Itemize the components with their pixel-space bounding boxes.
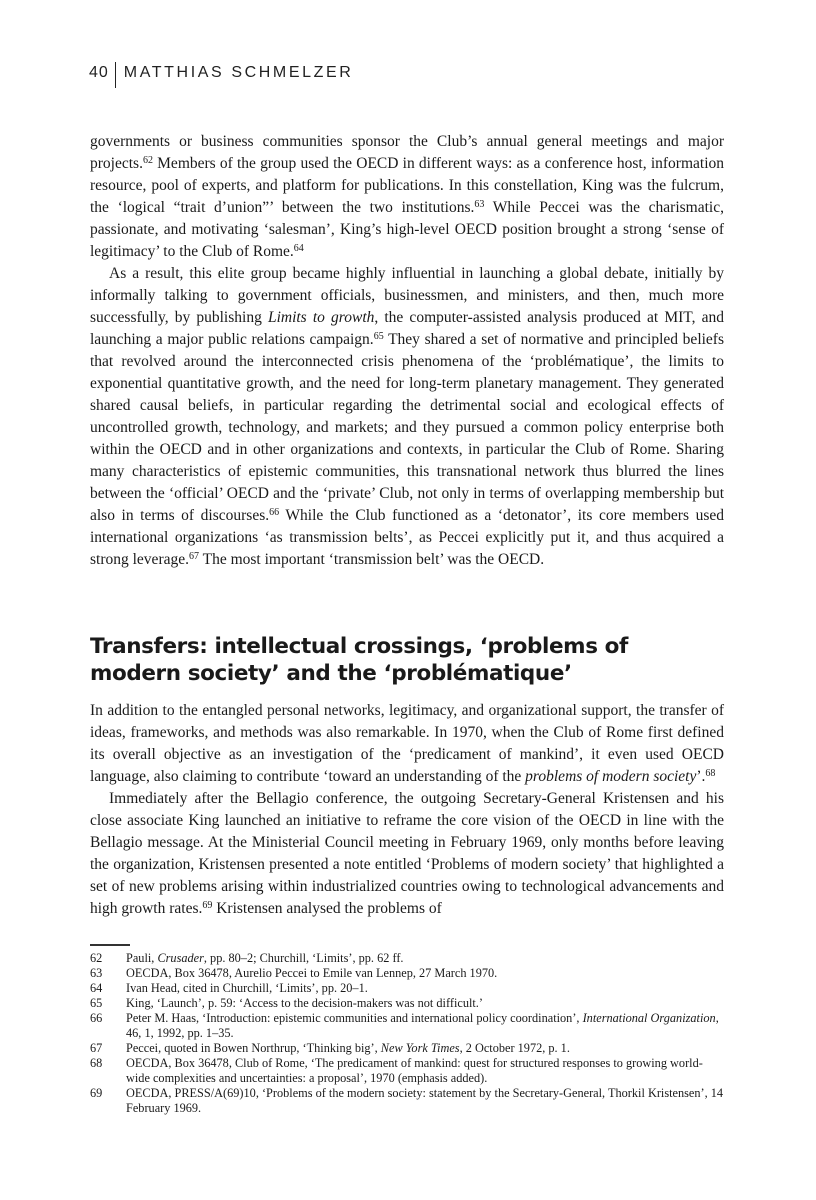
text-run: OECDA, Box 36478, Club of Rome, ‘The predicament of mankind: quest for structured responses to growing world-wide complexities and uncertainties: a proposal’, 1970 (emphasis added). [126, 1056, 703, 1085]
italic-text: New York Times [380, 1041, 460, 1055]
footnote-text [126, 966, 724, 981]
text-run: While the Club functioned as a ‘detonator’, its core members used international organizations ‘as transmission belts’, as Peccei explicitly put it, and thus acquired a strong leverage. [90, 507, 724, 568]
paragraph [90, 263, 724, 571]
text-run: Kristensen analysed the problems of [212, 900, 442, 917]
footnote-text [126, 981, 724, 996]
footnote-number: 64 [90, 981, 103, 995]
text-run: , pp. 80–2; Churchill, ‘Limits’, pp. 62 ff. [203, 951, 404, 965]
text-run: Peter M. Haas, ‘Introduction: epistemic communities and international policy coordination’, [126, 1011, 583, 1025]
footnote-number: 66 [90, 1011, 103, 1025]
italic-text: Crusader [157, 951, 204, 965]
text-run: While Peccei was the charismatic, passionate, and motivating ‘salesman’, King’s high-level OECD position brought a strong ‘sense of legitimacy’ to the Club of Rome. [90, 199, 724, 260]
footnote-number: 63 [90, 966, 103, 980]
footnote [90, 1056, 724, 1086]
footnote [90, 951, 724, 966]
paragraph [90, 131, 724, 263]
header-divider [115, 62, 116, 88]
text-run: Immediately after the Bellagio conference, the outgoing Secretary-General Kristensen and his close associate King launched an initiative to reframe the core vision of the OECD in line with the Bellagio message. At the Ministerial Council meeting in February 1969, only months before leaving the organization, Kristensen presented a note entitled ‘Problems of modern society’ that highlighted a set of new problems arising within industrialized countries owing to technological advancements and high growth rates. [90, 790, 724, 917]
italic-text: problems of modern society [525, 768, 697, 785]
paragraph [90, 700, 724, 788]
text-run: The most important ‘transmission belt’ was the OECD. [199, 551, 545, 568]
footnote-ref: 69 [202, 900, 213, 911]
page-number: 40 [89, 64, 109, 81]
intro-text [90, 131, 724, 571]
text-run: Ivan Head, cited in Churchill, ‘Limits’, pp. 20–1. [126, 981, 368, 995]
footnote-text [126, 1041, 724, 1056]
footnote-number: 65 [90, 996, 103, 1010]
footnote-ref: 63 [474, 199, 485, 210]
text-run: , the computer-assisted analysis produced at MIT, and launching a major public relations campaign. [90, 309, 724, 348]
footnote [90, 1011, 724, 1041]
footnote-number: 67 [90, 1041, 103, 1055]
footnote-text [126, 1056, 724, 1086]
footnote-text [126, 951, 724, 966]
footnote-ref: 62 [142, 155, 153, 166]
footnote-text [126, 1086, 724, 1116]
text-run: OECDA, Box 36478, Aurelio Peccei to Emile van Lennep, 27 March 1970. [126, 966, 498, 980]
running-head [89, 60, 353, 86]
text-run: , 46, 1, 1992, pp. 1–35. [126, 1011, 719, 1040]
footnote [90, 1086, 724, 1116]
author-name: MATTHIAS SCHMELZER [123, 64, 354, 81]
text-run: Pauli, [126, 951, 158, 965]
footnote-ref: 68 [705, 768, 716, 779]
footnote [90, 1041, 724, 1056]
footnote-text [126, 1011, 724, 1041]
footnote-rule [90, 944, 130, 946]
footnote-text [126, 996, 724, 1011]
text-run: Peccei, quoted in Bowen Northrup, ‘Thinking big’, [126, 1041, 381, 1055]
text-run: They shared a set of normative and principled beliefs that revolved around the interconnected crisis phenomena of the ‘problématique’, the limits to exponential quantitative growth, and the need for long-term planetary management. They generated shared causal beliefs, in particular regarding the detrimental social and ecological effects of uncontrolled growth, technology, and markets; and they pursued a common policy enterprise both within the OECD and in other organizations and contexts, in particular the Club of Rome. Sharing many characteristics of epistemic communities, this transnational network thus blurred the lines between the ‘official’ OECD and the ‘private’ Club, not only in terms of overlapping membership but also in terms of discourses. [90, 331, 724, 524]
text-run: OECDA, PRESS/A(69)10, ‘Problems of the modern society: statement by the Secretary-General, Thorkil Kristensen’, 14 February 1969. [126, 1086, 724, 1115]
footnotes [90, 951, 724, 1116]
footnote-number: 62 [90, 951, 103, 965]
footnote-number: 69 [90, 1086, 103, 1100]
paragraph [90, 788, 724, 920]
footnote [90, 996, 724, 1011]
italic-text: International Organization [582, 1011, 716, 1025]
footnote-ref: 66 [269, 507, 280, 518]
text-run: , 2 October 1972, p. 1. [459, 1041, 570, 1055]
section-heading: Transfers: intellectual crossings, ‘problems of modern society’ and the ‘problématique’ [90, 634, 628, 686]
footnote-ref: 65 [373, 331, 384, 342]
section-text [90, 700, 724, 920]
text-run: In addition to the entangled personal networks, legitimacy, and organizational support, the transfer of ideas, frameworks, and methods was also remarkable. In 1970, when the Club of Rome first defined its overall objective as an investigation of the ‘predicament of mankind’, it even used OECD language, also claiming to contribute ‘toward an understanding of the [90, 702, 724, 785]
footnote [90, 981, 724, 996]
footnote-ref: 64 [293, 243, 304, 254]
italic-text: Limits to growth [267, 309, 375, 326]
text-run: governments or business communities sponsor the Club’s annual general meetings and major projects. [90, 133, 724, 172]
text-run: As a result, this elite group became highly influential in launching a global debate, initially by informally talking to government officials, businessmen, and ministers, and then, much more successfully, by publishing [90, 265, 724, 326]
footnote [90, 966, 724, 981]
text-run: ’. [696, 768, 706, 785]
footnote-ref: 67 [189, 551, 199, 562]
footnote-number: 68 [90, 1056, 103, 1070]
text-run: King, ‘Launch’, p. 59: ‘Access to the decision-makers was not difficult.’ [126, 996, 483, 1010]
text-run: Members of the group used the OECD in different ways: as a conference host, information resource, pool of experts, and platform for publications. In this constellation, King was the fulcrum, the ‘logical “trait d’union”’ between the two institutions. [90, 155, 724, 216]
